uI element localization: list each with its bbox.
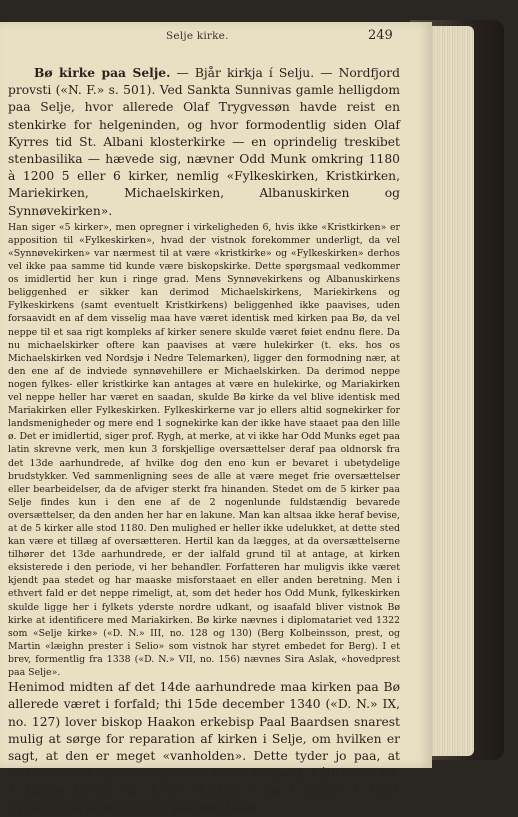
page-header <box>0 26 432 46</box>
small-print-note: Han siger «5 kirker», men opregner i virkeligheden 6, hvis ikke «Kristkirken» er apposition til «Fylkeskirken», hvad der vistnok forekommer underligt, da vel «Synnøvekirken» var nærmest til at være «kristkirke» og «Fylkeskirken» derhos vel ikke paa samme tid kunde være biskopskirke. Dette spørgsmaal vedkommer os imidlertid her kun i ringe grad. Mens Synnøvekirkens og Albanuskirkens beliggenhed er sikker kan derimod Michaelskirkens, Mariekirkens og Fylkeskirkens (samt eventuelt Kristkirkens) beliggenhed ikke paavises, uden forsaavidt en af dem visselig maa have været identisk med kirken paa Bø, da vel neppe til et saa rigt kompleks af kirker senere skulde været føiet endnu flere. Da nu michaelskirker oftere kan paavises at være hulekirker (t. eks. hos os Michaelskirken ved Nordsjø i Nedre Telemarken), ligger den formodning nær, at den ene af de indviede synnøvehillere er Michaelskirken. Da derimod neppe nogen fylkes- eller kristkirke kan antages at være en hulekirke, og Mariakirken vel neppe heller har været en saadan, skulde Bø kirke da vel blive identisk med Mariakirken eller Fylkeskirken. Fylkeskirkerne var jo ellers altid sognekirker for landsmenigheder og mere end 1 sognekirke kan der ikke have staaet paa den lille ø. Det er imidlertid, siger prof. Rygh, at merke, at vi ikke har Odd Munks eget paa latin skrevne verk, men kun 3 forskjellige oversættelser deraf paa oldnorsk fra det 13de aarhundrede, af hvilke dog den eno kun er bevaret i ubetydelige brudstykker. Ved sammenligning sees de alle at være meget frie oversættelser eller bearbeidelser, da de afviger sterkt fra hinanden. Stedet om de 5 kirker paa Selje findes kun i den ene af de 2 nogenlunde fuldstændig bevarede oversættelser, da den anden her har en lakune. Man kan altsaa ikke heraf bevise, at de 5 kirker alle stod 1180. Den mulighed er heller ikke udelukket, at dette sted kan være et tillæg af oversætteren. Hertil kan da lægges, at da oversættelserne tilhører det 13de aarhundrede, er der ialfald grund til at antage, at kirken eksisterede i den periode, vi her behandler. Forfatteren har muligvis ikke været kjendt paa stedet og har maaske misforstaaet en eller anden beretning. Men i ethvert fald er det neppe rimeligt, at, som det heder hos Odd Munk, fylkeskirken skulde ligge her i fylkets yderste nordre udkant, og isaafald bliver vistnok Bø kirke at identificere med Mariakirken. Bø kirke nævnes i diplomatariet ved 1322 som «Selje kirke» («D. N.» III, no. 128 og 130) (Berg Kolbeinsson, prest, og Martin «læighn prester i Selio» som vistnok har styret embedet for Berg). I et brev, formentlig fra 1338 («D. N.» VII, no. 156) nævnes Sira Aslak, «hovedprest paa Selje». <box>8 221 401 679</box>
running-head: Selje kirke. <box>166 30 229 42</box>
page-body <box>8 64 400 817</box>
page-number: 249 <box>368 28 393 43</box>
paragraph-main-text: — Bjår kirkja í Selju. — Nordfjord provsti («N. F.» s. 501). Ved Sankta Sunnivas gamle helligdom paa Selje, hvor allerede Olaf Trygvessøn havde reist en stenkirke for helgeninden, og hvor formodentlig siden Olaf Kyrres tid St. Albani klosterkirke — en oprindelig treskibet stenbasilika — hævede sig, nævner Odd Munk omkring 1180 à 1200 5 eller 6 kirker, nemlig «Fylkeskirken, Kristkirken, Mariekirken, Michaelskirken, Albanuskirken og Synnøvekirken». <box>8 66 400 218</box>
paragraph-main <box>8 64 400 220</box>
paragraph-continued: Henimod midten af det 14de aarhundrede maa kirken paa Bø allerede været i forfald; thi 15de december 1340 («D. N.» IX, no. 127) lover biskop Haakon erkebisp Paal Baardsen snarest mulig at sørge for reparation af kirken i Selje, om hvilken er sagt, at den er meget «vanholden». Dette tyder jo paa, at kirken da har været en gammel kirke. I «Bjørg. Kálfskinn» fol. 1 kaldes kirken ca. 1360 «Kirkjan i Bø i Selju». I 1654 flyttedes Bo kirke over til gaarden Hove <box>8 680 400 815</box>
entry-heading: Bø kirke paa Selje. <box>34 65 171 80</box>
